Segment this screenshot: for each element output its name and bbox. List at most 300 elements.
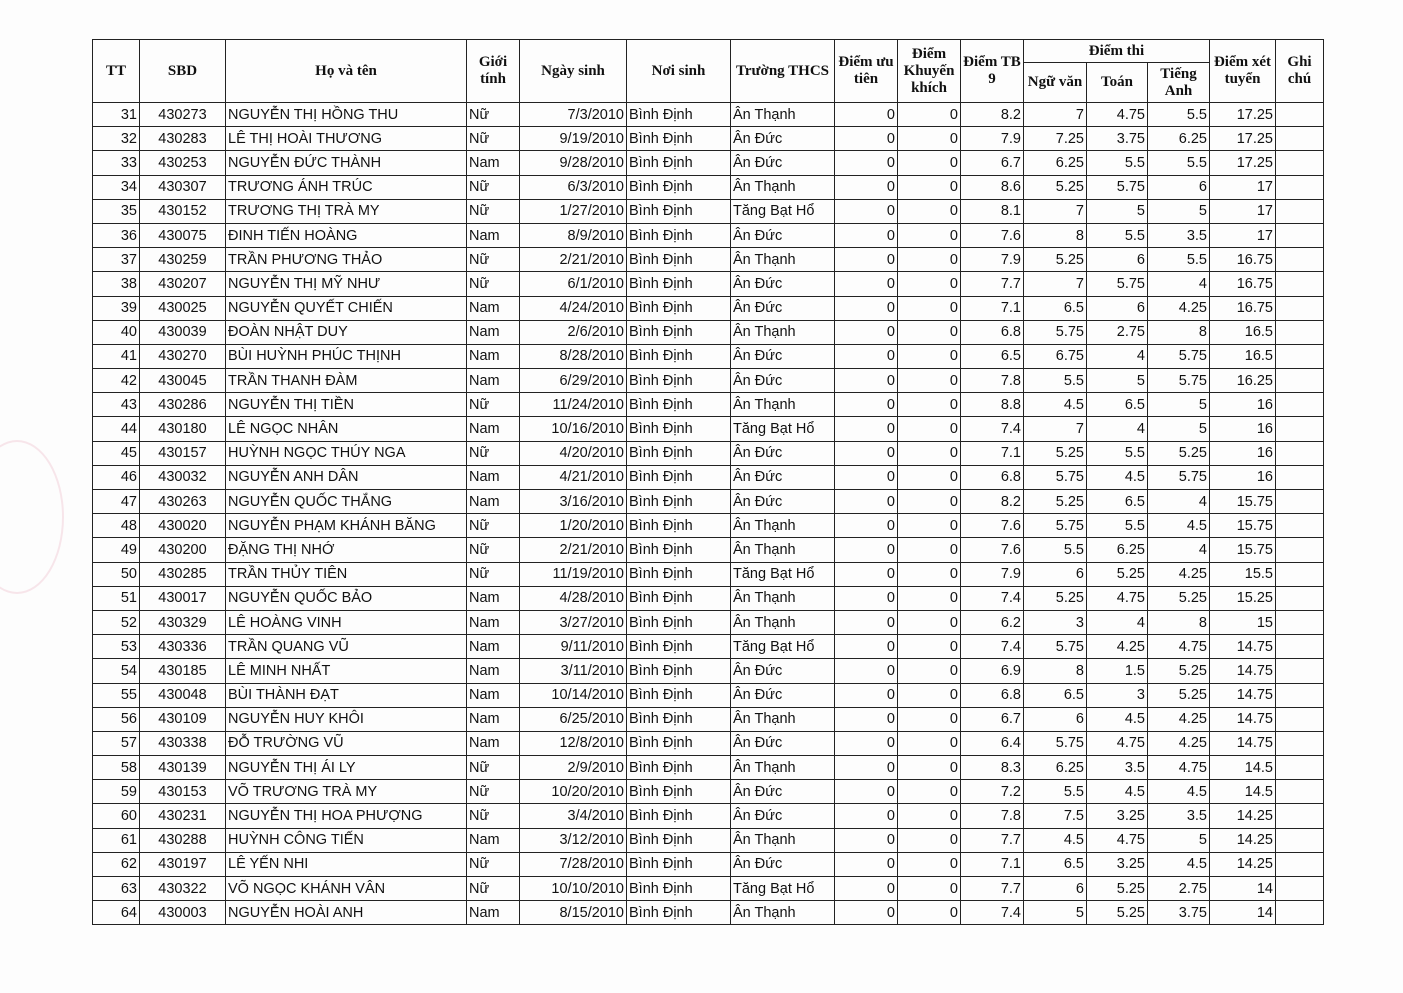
cell-tt: 31 bbox=[93, 103, 140, 127]
cell-school: Ân Đức bbox=[731, 296, 835, 320]
cell-birthplace: Bình Định bbox=[627, 659, 731, 683]
cell-math: 4.75 bbox=[1087, 586, 1148, 610]
cell-gender: Nữ bbox=[467, 127, 520, 151]
cell-birthplace: Bình Định bbox=[627, 683, 731, 707]
cell-sbd: 430259 bbox=[140, 248, 226, 272]
cell-gender: Nam bbox=[467, 635, 520, 659]
cell-dob: 4/21/2010 bbox=[520, 465, 627, 489]
cell-tb9: 7.9 bbox=[961, 562, 1024, 586]
cell-tt: 33 bbox=[93, 151, 140, 175]
cell-english: 3.5 bbox=[1148, 223, 1210, 247]
table-row bbox=[93, 610, 1324, 634]
cell-tt: 57 bbox=[93, 731, 140, 755]
cell-tt: 32 bbox=[93, 127, 140, 151]
cell-math: 3.75 bbox=[1087, 127, 1148, 151]
cell-sbd: 430283 bbox=[140, 127, 226, 151]
cell-tt: 49 bbox=[93, 538, 140, 562]
cell-tt: 42 bbox=[93, 369, 140, 393]
cell-english: 6.25 bbox=[1148, 127, 1210, 151]
cell-birthplace: Bình Định bbox=[627, 344, 731, 368]
cell-note bbox=[1276, 731, 1324, 755]
cell-school: Ân Thạnh bbox=[731, 901, 835, 925]
cell-gender: Nam bbox=[467, 465, 520, 489]
cell-dob: 3/12/2010 bbox=[520, 828, 627, 852]
cell-sbd: 430109 bbox=[140, 707, 226, 731]
cell-note bbox=[1276, 562, 1324, 586]
cell-bonus: 0 bbox=[898, 417, 961, 441]
cell-birthplace: Bình Định bbox=[627, 103, 731, 127]
cell-tt: 60 bbox=[93, 804, 140, 828]
cell-bonus: 0 bbox=[898, 490, 961, 514]
cell-name: NGUYỄN THỊ HOA PHƯỢNG bbox=[226, 804, 467, 828]
cell-tt: 39 bbox=[93, 296, 140, 320]
cell-total: 14 bbox=[1210, 877, 1276, 901]
cell-dob: 10/20/2010 bbox=[520, 780, 627, 804]
cell-tt: 37 bbox=[93, 248, 140, 272]
cell-gender: Nữ bbox=[467, 877, 520, 901]
cell-english: 4.25 bbox=[1148, 707, 1210, 731]
cell-birthplace: Bình Định bbox=[627, 586, 731, 610]
cell-tt: 63 bbox=[93, 877, 140, 901]
cell-math: 4.5 bbox=[1087, 780, 1148, 804]
table-row bbox=[93, 852, 1324, 876]
cell-birthplace: Bình Định bbox=[627, 248, 731, 272]
cell-note bbox=[1276, 852, 1324, 876]
cell-english: 4 bbox=[1148, 490, 1210, 514]
cell-dob: 7/28/2010 bbox=[520, 852, 627, 876]
header-row bbox=[93, 40, 1324, 63]
cell-school: Ân Đức bbox=[731, 441, 835, 465]
cell-dob: 6/3/2010 bbox=[520, 175, 627, 199]
table-row bbox=[93, 344, 1324, 368]
cell-priority: 0 bbox=[835, 344, 898, 368]
cell-total: 16 bbox=[1210, 417, 1276, 441]
cell-bonus: 0 bbox=[898, 223, 961, 247]
cell-literature: 8 bbox=[1024, 223, 1087, 247]
cell-total: 16.75 bbox=[1210, 248, 1276, 272]
table-row bbox=[93, 151, 1324, 175]
cell-dob: 6/29/2010 bbox=[520, 369, 627, 393]
cell-english: 4.75 bbox=[1148, 756, 1210, 780]
cell-sbd: 430197 bbox=[140, 852, 226, 876]
cell-tb9: 6.8 bbox=[961, 465, 1024, 489]
cell-total: 16.5 bbox=[1210, 344, 1276, 368]
header-birthplace: Nơi sinh bbox=[627, 40, 731, 103]
cell-gender: Nữ bbox=[467, 393, 520, 417]
cell-bonus: 0 bbox=[898, 828, 961, 852]
cell-priority: 0 bbox=[835, 465, 898, 489]
cell-birthplace: Bình Định bbox=[627, 369, 731, 393]
cell-name: LÊ YẾN NHI bbox=[226, 852, 467, 876]
cell-name: LÊ HOÀNG VINH bbox=[226, 610, 467, 634]
cell-gender: Nữ bbox=[467, 514, 520, 538]
cell-tt: 58 bbox=[93, 756, 140, 780]
cell-priority: 0 bbox=[835, 151, 898, 175]
cell-literature: 3 bbox=[1024, 610, 1087, 634]
cell-literature: 4.5 bbox=[1024, 828, 1087, 852]
cell-tb9: 7.4 bbox=[961, 635, 1024, 659]
table-row bbox=[93, 272, 1324, 296]
table-row bbox=[93, 223, 1324, 247]
cell-bonus: 0 bbox=[898, 538, 961, 562]
cell-name: BÙI HUỲNH PHÚC THỊNH bbox=[226, 344, 467, 368]
cell-bonus: 0 bbox=[898, 756, 961, 780]
cell-bonus: 0 bbox=[898, 562, 961, 586]
cell-name: LÊ MINH NHẤT bbox=[226, 659, 467, 683]
table-row bbox=[93, 490, 1324, 514]
table-row bbox=[93, 731, 1324, 755]
cell-total: 15.75 bbox=[1210, 538, 1276, 562]
table-row bbox=[93, 248, 1324, 272]
cell-sbd: 430329 bbox=[140, 610, 226, 634]
cell-birthplace: Bình Định bbox=[627, 490, 731, 514]
cell-sbd: 430322 bbox=[140, 877, 226, 901]
cell-tt: 53 bbox=[93, 635, 140, 659]
cell-name: VÕ TRƯƠNG TRÀ MY bbox=[226, 780, 467, 804]
cell-dob: 1/20/2010 bbox=[520, 514, 627, 538]
cell-total: 17.25 bbox=[1210, 103, 1276, 127]
cell-birthplace: Bình Định bbox=[627, 320, 731, 344]
cell-bonus: 0 bbox=[898, 659, 961, 683]
cell-literature: 7.5 bbox=[1024, 804, 1087, 828]
cell-school: Ân Đức bbox=[731, 272, 835, 296]
cell-bonus: 0 bbox=[898, 441, 961, 465]
cell-math: 4.75 bbox=[1087, 828, 1148, 852]
table-row bbox=[93, 877, 1324, 901]
cell-school: Ân Đức bbox=[731, 127, 835, 151]
cell-tb9: 6.7 bbox=[961, 151, 1024, 175]
cell-name: NGUYỄN ĐỨC THÀNH bbox=[226, 151, 467, 175]
cell-priority: 0 bbox=[835, 272, 898, 296]
cell-gender: Nam bbox=[467, 151, 520, 175]
cell-dob: 8/9/2010 bbox=[520, 223, 627, 247]
cell-name: TRẦN PHƯƠNG THẢO bbox=[226, 248, 467, 272]
cell-english: 5.5 bbox=[1148, 151, 1210, 175]
cell-gender: Nam bbox=[467, 369, 520, 393]
cell-total: 14.25 bbox=[1210, 804, 1276, 828]
header-name: Họ và tên bbox=[226, 40, 467, 103]
cell-bonus: 0 bbox=[898, 852, 961, 876]
cell-tb9: 8.1 bbox=[961, 199, 1024, 223]
cell-school: Ân Đức bbox=[731, 490, 835, 514]
cell-total: 17 bbox=[1210, 175, 1276, 199]
cell-birthplace: Bình Định bbox=[627, 877, 731, 901]
cell-dob: 6/25/2010 bbox=[520, 707, 627, 731]
table-row bbox=[93, 465, 1324, 489]
cell-priority: 0 bbox=[835, 320, 898, 344]
table-row bbox=[93, 562, 1324, 586]
cell-literature: 5 bbox=[1024, 901, 1087, 925]
cell-total: 14.75 bbox=[1210, 683, 1276, 707]
cell-school: Ân Đức bbox=[731, 151, 835, 175]
cell-note bbox=[1276, 804, 1324, 828]
cell-total: 14 bbox=[1210, 901, 1276, 925]
cell-literature: 6.75 bbox=[1024, 344, 1087, 368]
cell-gender: Nữ bbox=[467, 562, 520, 586]
cell-tb9: 6.7 bbox=[961, 707, 1024, 731]
cell-priority: 0 bbox=[835, 828, 898, 852]
table-row bbox=[93, 635, 1324, 659]
cell-school: Ân Thạnh bbox=[731, 707, 835, 731]
cell-gender: Nữ bbox=[467, 248, 520, 272]
cell-literature: 5.25 bbox=[1024, 248, 1087, 272]
cell-total: 14.75 bbox=[1210, 635, 1276, 659]
cell-school: Ân Thạnh bbox=[731, 586, 835, 610]
cell-dob: 3/16/2010 bbox=[520, 490, 627, 514]
cell-english: 3.5 bbox=[1148, 804, 1210, 828]
cell-total: 16.75 bbox=[1210, 272, 1276, 296]
cell-literature: 5.75 bbox=[1024, 465, 1087, 489]
table-row bbox=[93, 296, 1324, 320]
cell-birthplace: Bình Định bbox=[627, 731, 731, 755]
cell-note bbox=[1276, 417, 1324, 441]
cell-tb9: 6.9 bbox=[961, 659, 1024, 683]
cell-literature: 6.5 bbox=[1024, 852, 1087, 876]
cell-bonus: 0 bbox=[898, 514, 961, 538]
cell-name: LÊ NGỌC NHÂN bbox=[226, 417, 467, 441]
cell-gender: Nam bbox=[467, 828, 520, 852]
cell-school: Ân Thạnh bbox=[731, 175, 835, 199]
header-priority: Điểm ưu tiên bbox=[835, 40, 898, 103]
cell-birthplace: Bình Định bbox=[627, 756, 731, 780]
cell-math: 6 bbox=[1087, 296, 1148, 320]
cell-math: 5.5 bbox=[1087, 151, 1148, 175]
cell-sbd: 430338 bbox=[140, 731, 226, 755]
table-row bbox=[93, 707, 1324, 731]
cell-sbd: 430307 bbox=[140, 175, 226, 199]
cell-total: 17.25 bbox=[1210, 127, 1276, 151]
cell-english: 8 bbox=[1148, 320, 1210, 344]
cell-school: Ân Thạnh bbox=[731, 538, 835, 562]
cell-dob: 8/15/2010 bbox=[520, 901, 627, 925]
cell-total: 15.75 bbox=[1210, 490, 1276, 514]
cell-dob: 12/8/2010 bbox=[520, 731, 627, 755]
cell-dob: 9/11/2010 bbox=[520, 635, 627, 659]
cell-tb9: 6.8 bbox=[961, 683, 1024, 707]
cell-english: 4 bbox=[1148, 272, 1210, 296]
cell-priority: 0 bbox=[835, 804, 898, 828]
cell-priority: 0 bbox=[835, 441, 898, 465]
header-note: Ghi chú bbox=[1276, 40, 1324, 103]
cell-gender: Nam bbox=[467, 417, 520, 441]
cell-school: Tăng Bạt Hổ bbox=[731, 562, 835, 586]
cell-gender: Nữ bbox=[467, 852, 520, 876]
cell-english: 5.5 bbox=[1148, 103, 1210, 127]
header-bonus: Điểm Khuyến khích bbox=[898, 40, 961, 103]
cell-priority: 0 bbox=[835, 296, 898, 320]
cell-bonus: 0 bbox=[898, 369, 961, 393]
cell-tt: 52 bbox=[93, 610, 140, 634]
cell-name: BÙI THÀNH ĐẠT bbox=[226, 683, 467, 707]
cell-math: 5.25 bbox=[1087, 877, 1148, 901]
cell-note bbox=[1276, 199, 1324, 223]
cell-tb9: 7.6 bbox=[961, 514, 1024, 538]
cell-gender: Nữ bbox=[467, 441, 520, 465]
table-row bbox=[93, 659, 1324, 683]
cell-birthplace: Bình Định bbox=[627, 514, 731, 538]
cell-literature: 7 bbox=[1024, 417, 1087, 441]
cell-sbd: 430039 bbox=[140, 320, 226, 344]
cell-gender: Nữ bbox=[467, 199, 520, 223]
cell-priority: 0 bbox=[835, 659, 898, 683]
cell-sbd: 430025 bbox=[140, 296, 226, 320]
cell-literature: 5.75 bbox=[1024, 731, 1087, 755]
cell-sbd: 430153 bbox=[140, 780, 226, 804]
header-literature: Ngữ văn bbox=[1024, 63, 1087, 103]
cell-priority: 0 bbox=[835, 707, 898, 731]
cell-english: 5 bbox=[1148, 199, 1210, 223]
table-row bbox=[93, 586, 1324, 610]
cell-school: Ân Đức bbox=[731, 780, 835, 804]
cell-tb9: 6.2 bbox=[961, 610, 1024, 634]
table-row bbox=[93, 756, 1324, 780]
cell-tt: 61 bbox=[93, 828, 140, 852]
cell-school: Ân Thạnh bbox=[731, 320, 835, 344]
cell-school: Ân Đức bbox=[731, 344, 835, 368]
cell-sbd: 430045 bbox=[140, 369, 226, 393]
cell-bonus: 0 bbox=[898, 465, 961, 489]
cell-bonus: 0 bbox=[898, 199, 961, 223]
cell-priority: 0 bbox=[835, 756, 898, 780]
cell-english: 5.5 bbox=[1148, 248, 1210, 272]
cell-literature: 7 bbox=[1024, 199, 1087, 223]
cell-sbd: 430270 bbox=[140, 344, 226, 368]
table-row bbox=[93, 901, 1324, 925]
cell-sbd: 430157 bbox=[140, 441, 226, 465]
cell-literature: 5.75 bbox=[1024, 635, 1087, 659]
cell-english: 4.25 bbox=[1148, 296, 1210, 320]
cell-sbd: 430207 bbox=[140, 272, 226, 296]
cell-tt: 59 bbox=[93, 780, 140, 804]
cell-tb9: 8.6 bbox=[961, 175, 1024, 199]
table-row bbox=[93, 369, 1324, 393]
cell-tb9: 8.3 bbox=[961, 756, 1024, 780]
cell-gender: Nam bbox=[467, 610, 520, 634]
cell-name: ĐOÀN NHẬT DUY bbox=[226, 320, 467, 344]
cell-total: 16 bbox=[1210, 465, 1276, 489]
cell-total: 14.5 bbox=[1210, 780, 1276, 804]
cell-priority: 0 bbox=[835, 731, 898, 755]
cell-dob: 11/24/2010 bbox=[520, 393, 627, 417]
cell-literature: 6 bbox=[1024, 562, 1087, 586]
cell-bonus: 0 bbox=[898, 901, 961, 925]
cell-dob: 9/28/2010 bbox=[520, 151, 627, 175]
cell-math: 3.5 bbox=[1087, 756, 1148, 780]
cell-name: TRẦN QUANG VŨ bbox=[226, 635, 467, 659]
cell-dob: 9/19/2010 bbox=[520, 127, 627, 151]
cell-dob: 3/27/2010 bbox=[520, 610, 627, 634]
table-row bbox=[93, 683, 1324, 707]
cell-priority: 0 bbox=[835, 223, 898, 247]
cell-math: 5.25 bbox=[1087, 562, 1148, 586]
cell-priority: 0 bbox=[835, 635, 898, 659]
cell-literature: 6 bbox=[1024, 877, 1087, 901]
table-row bbox=[93, 441, 1324, 465]
cell-sbd: 430185 bbox=[140, 659, 226, 683]
cell-name: ĐINH TIẾN HOÀNG bbox=[226, 223, 467, 247]
cell-dob: 11/19/2010 bbox=[520, 562, 627, 586]
cell-school: Ân Đức bbox=[731, 659, 835, 683]
cell-name: HUỲNH CÔNG TIẾN bbox=[226, 828, 467, 852]
cell-note bbox=[1276, 610, 1324, 634]
cell-bonus: 0 bbox=[898, 151, 961, 175]
cell-bonus: 0 bbox=[898, 248, 961, 272]
cell-total: 14.75 bbox=[1210, 731, 1276, 755]
cell-bonus: 0 bbox=[898, 683, 961, 707]
cell-tb9: 7.6 bbox=[961, 223, 1024, 247]
cell-sbd: 430336 bbox=[140, 635, 226, 659]
cell-birthplace: Bình Định bbox=[627, 296, 731, 320]
cell-note bbox=[1276, 151, 1324, 175]
cell-school: Ân Đức bbox=[731, 683, 835, 707]
cell-priority: 0 bbox=[835, 683, 898, 707]
cell-english: 4.25 bbox=[1148, 731, 1210, 755]
cell-school: Ân Đức bbox=[731, 731, 835, 755]
cell-literature: 7.25 bbox=[1024, 127, 1087, 151]
cell-tb9: 8.8 bbox=[961, 393, 1024, 417]
cell-school: Ân Đức bbox=[731, 369, 835, 393]
cell-tt: 38 bbox=[93, 272, 140, 296]
cell-birthplace: Bình Định bbox=[627, 707, 731, 731]
cell-dob: 3/4/2010 bbox=[520, 804, 627, 828]
cell-tb9: 8.2 bbox=[961, 103, 1024, 127]
cell-tt: 56 bbox=[93, 707, 140, 731]
cell-note bbox=[1276, 635, 1324, 659]
cell-tt: 62 bbox=[93, 852, 140, 876]
cell-literature: 6.25 bbox=[1024, 756, 1087, 780]
cell-school: Ân Thạnh bbox=[731, 103, 835, 127]
cell-birthplace: Bình Định bbox=[627, 852, 731, 876]
cell-name: HUỲNH NGỌC THÚY NGA bbox=[226, 441, 467, 465]
cell-note bbox=[1276, 683, 1324, 707]
cell-priority: 0 bbox=[835, 248, 898, 272]
header-tt: TT bbox=[93, 40, 140, 103]
cell-bonus: 0 bbox=[898, 320, 961, 344]
cell-bonus: 0 bbox=[898, 393, 961, 417]
cell-note bbox=[1276, 828, 1324, 852]
cell-english: 5.25 bbox=[1148, 441, 1210, 465]
faded-stamp bbox=[0, 440, 64, 594]
cell-dob: 10/16/2010 bbox=[520, 417, 627, 441]
cell-name: NGUYỄN QUỐC BẢO bbox=[226, 586, 467, 610]
cell-school: Tăng Bạt Hổ bbox=[731, 635, 835, 659]
cell-bonus: 0 bbox=[898, 731, 961, 755]
cell-priority: 0 bbox=[835, 538, 898, 562]
cell-birthplace: Bình Định bbox=[627, 151, 731, 175]
cell-priority: 0 bbox=[835, 852, 898, 876]
table-row bbox=[93, 175, 1324, 199]
cell-dob: 8/28/2010 bbox=[520, 344, 627, 368]
cell-dob: 10/14/2010 bbox=[520, 683, 627, 707]
cell-tt: 43 bbox=[93, 393, 140, 417]
cell-gender: Nam bbox=[467, 223, 520, 247]
header-total: Điểm xét tuyển bbox=[1210, 40, 1276, 103]
cell-name: NGUYỄN ANH DÂN bbox=[226, 465, 467, 489]
cell-note bbox=[1276, 756, 1324, 780]
cell-literature: 7 bbox=[1024, 103, 1087, 127]
cell-sbd: 430273 bbox=[140, 103, 226, 127]
cell-dob: 2/6/2010 bbox=[520, 320, 627, 344]
cell-math: 4.5 bbox=[1087, 707, 1148, 731]
table-row bbox=[93, 538, 1324, 562]
cell-literature: 6.5 bbox=[1024, 683, 1087, 707]
header-gender: Giới tính bbox=[467, 40, 520, 103]
cell-dob: 10/10/2010 bbox=[520, 877, 627, 901]
cell-sbd: 430003 bbox=[140, 901, 226, 925]
cell-english: 5 bbox=[1148, 393, 1210, 417]
cell-priority: 0 bbox=[835, 417, 898, 441]
cell-priority: 0 bbox=[835, 490, 898, 514]
